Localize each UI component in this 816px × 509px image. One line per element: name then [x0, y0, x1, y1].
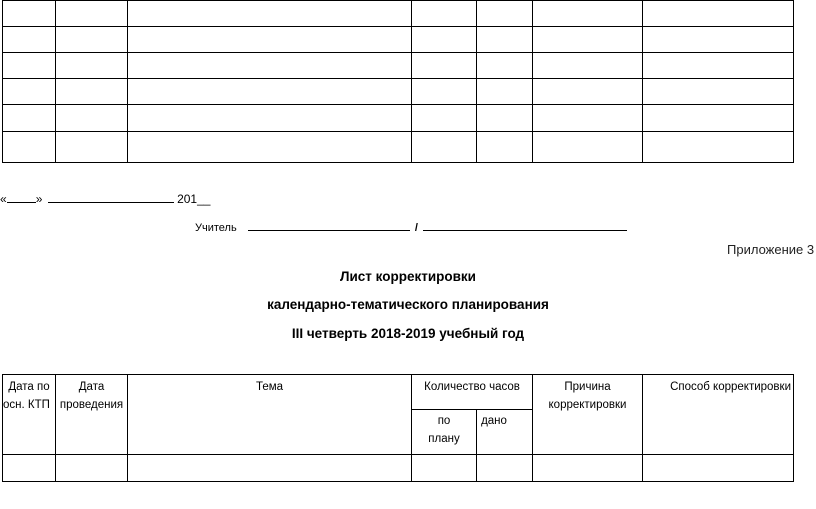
teacher-line [195, 218, 627, 235]
top-table-vline [476, 0, 477, 163]
header-date-held [56, 378, 127, 414]
header-hours-plan-line1: по [437, 415, 451, 427]
quote-close: » [35, 192, 43, 206]
top-table-hline [2, 78, 794, 79]
top-table-hline [2, 131, 794, 132]
year-blank: __ [197, 192, 211, 206]
appendix-label: Приложение 3 [727, 242, 815, 257]
header-hours-plan [412, 412, 476, 448]
date-line [0, 190, 210, 206]
header-date-held-line2: проведения [59, 399, 124, 411]
top-table-hline [2, 52, 794, 53]
top-table-vline [642, 0, 643, 163]
teacher-signature-blank [423, 218, 627, 231]
year-prefix: 201 [177, 192, 198, 206]
top-table-hline [2, 26, 794, 27]
title-line-2: календарно-тематического планирования [267, 297, 549, 312]
teacher-name-blank [248, 218, 410, 231]
top-table-vline [793, 0, 794, 163]
header-reason-line1: Причина [564, 381, 611, 393]
header-method: Способ корректировки [670, 381, 791, 393]
top-table-vline [532, 0, 533, 163]
header-reason-line2: корректировки [548, 399, 627, 411]
top-table-vline [411, 0, 412, 163]
teacher-label: Учитель [195, 222, 237, 234]
table-top-border [2, 374, 794, 375]
header-bottom-line [2, 454, 794, 455]
header-reason [533, 378, 642, 414]
title-line-1: Лист корректировки [340, 269, 476, 284]
top-table-hline [2, 104, 794, 105]
top-table-vline [127, 0, 128, 163]
top-table-vline [55, 0, 56, 163]
header-date-osn [3, 378, 55, 414]
title-line-3: III четверть 2018-2019 учебный год [291, 326, 525, 341]
teacher-separator: / [414, 222, 418, 234]
month-blank [48, 190, 174, 203]
day-blank [7, 190, 36, 203]
table-vline [793, 374, 794, 482]
header-topic: Тема [255, 381, 284, 393]
top-table-hline [2, 162, 794, 163]
header-hours: Количество часов [424, 381, 520, 393]
table-bottom-border [2, 481, 794, 482]
header-hours-done: дано [481, 415, 507, 427]
header-date-held-line1: Дата [78, 381, 105, 393]
hours-subheader-line [411, 409, 533, 410]
top-table-vline [2, 0, 3, 163]
header-hours-plan-line2: плану [428, 433, 460, 445]
header-date-osn-line2: осн. КТП [3, 399, 50, 411]
quote-open: « [0, 192, 7, 206]
top-table-hline [2, 0, 794, 1]
header-date-osn-line1: Дата по [8, 381, 50, 393]
